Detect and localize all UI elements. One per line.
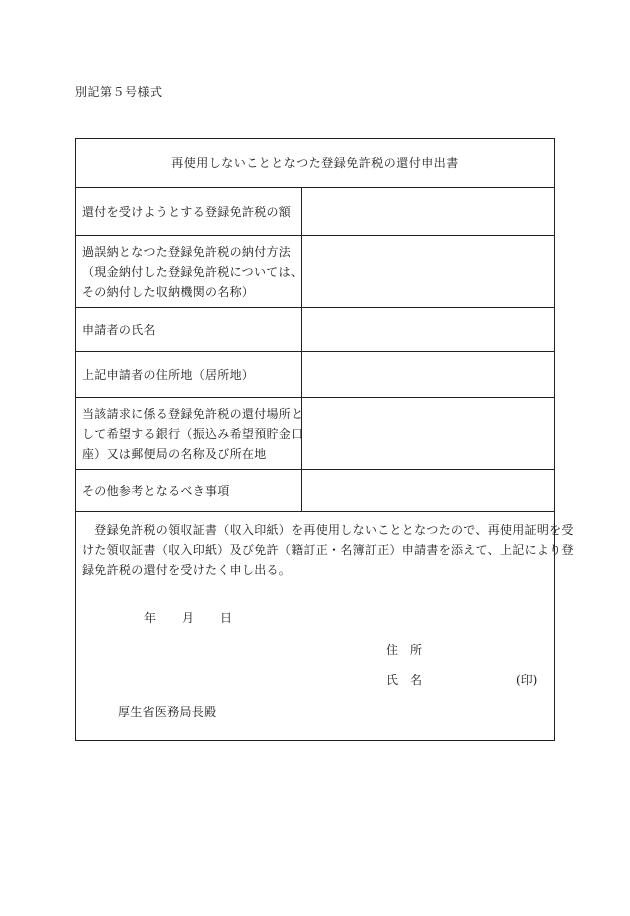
- declaration-section: [76, 512, 574, 741]
- label-line: して希望する銀行（振込み希望預貯金口: [82, 426, 304, 441]
- table-row-applicant-name: [76, 308, 554, 352]
- table-row-payment-method: [76, 236, 554, 308]
- form-number: 別記第５号様式: [75, 85, 163, 99]
- declaration-line: 登録免許税の領収証書（収入印紙）を再使用しないこととなつたので、再使用証明を受: [82, 523, 574, 537]
- label-line: 座）又は郵便局の名称及び所在地: [82, 446, 267, 461]
- row-label: [76, 308, 302, 351]
- row-label: [76, 470, 302, 511]
- form-title: 再使用しないこととなつた登録免許税の還付申出書: [76, 139, 554, 188]
- label-line: 上記申請者の住所地（居所地）: [82, 367, 255, 382]
- refund-place-field[interactable]: [302, 398, 554, 469]
- month-label: 月: [182, 611, 195, 625]
- row-label: [76, 352, 302, 397]
- label-line: その納付した収納機関の名称）: [82, 284, 255, 299]
- table-row-other-notes: [76, 470, 554, 512]
- declaration-line: 録免許税の還付を受けたく申し出る。: [82, 563, 292, 577]
- name-label-char: 氏: [386, 673, 399, 687]
- row-label: [76, 398, 302, 469]
- label-line: 申請者の氏名: [82, 322, 156, 337]
- table-row-applicant-address: [76, 352, 554, 398]
- applicant-name-field[interactable]: [302, 308, 554, 351]
- refund-amount-field[interactable]: [302, 188, 554, 235]
- label-line: （現金納付した登録免許税については、: [82, 264, 304, 279]
- table-row-refund-place: [76, 398, 554, 470]
- name-label-char: 名: [410, 673, 423, 687]
- table-row-refund-amount: [76, 188, 554, 236]
- applicant-address-field[interactable]: [302, 352, 554, 397]
- label-line: その他参考となるべき事項: [82, 483, 230, 498]
- addressee: 厚生省医務局長殿: [118, 705, 217, 719]
- day-label: 日: [220, 611, 233, 625]
- row-label: [76, 188, 302, 235]
- declaration-text: [82, 520, 574, 580]
- label-line: 当該請求に係る登録免許税の還付場所と: [82, 406, 304, 421]
- address-line: [386, 643, 422, 657]
- address-label-char: 所: [410, 643, 423, 657]
- application-form: [75, 138, 574, 741]
- address-label-char: 住: [386, 643, 399, 657]
- label-line: 還付を受けようとする登録免許税の額: [82, 204, 292, 219]
- year-label: 年: [144, 611, 157, 625]
- seal-mark: (印): [516, 673, 538, 687]
- label-line: 過誤納となつた登録免許税の納付方法: [82, 244, 292, 259]
- declaration-line: けた領収証書（収入印紙）及び免許（籍訂正・名簿訂正）申請書を添えて、上記により登: [82, 543, 574, 557]
- other-notes-field[interactable]: [302, 470, 554, 511]
- date-line: [118, 611, 232, 625]
- payment-method-field[interactable]: [302, 236, 554, 307]
- name-line: [386, 673, 422, 687]
- row-label: [76, 236, 302, 307]
